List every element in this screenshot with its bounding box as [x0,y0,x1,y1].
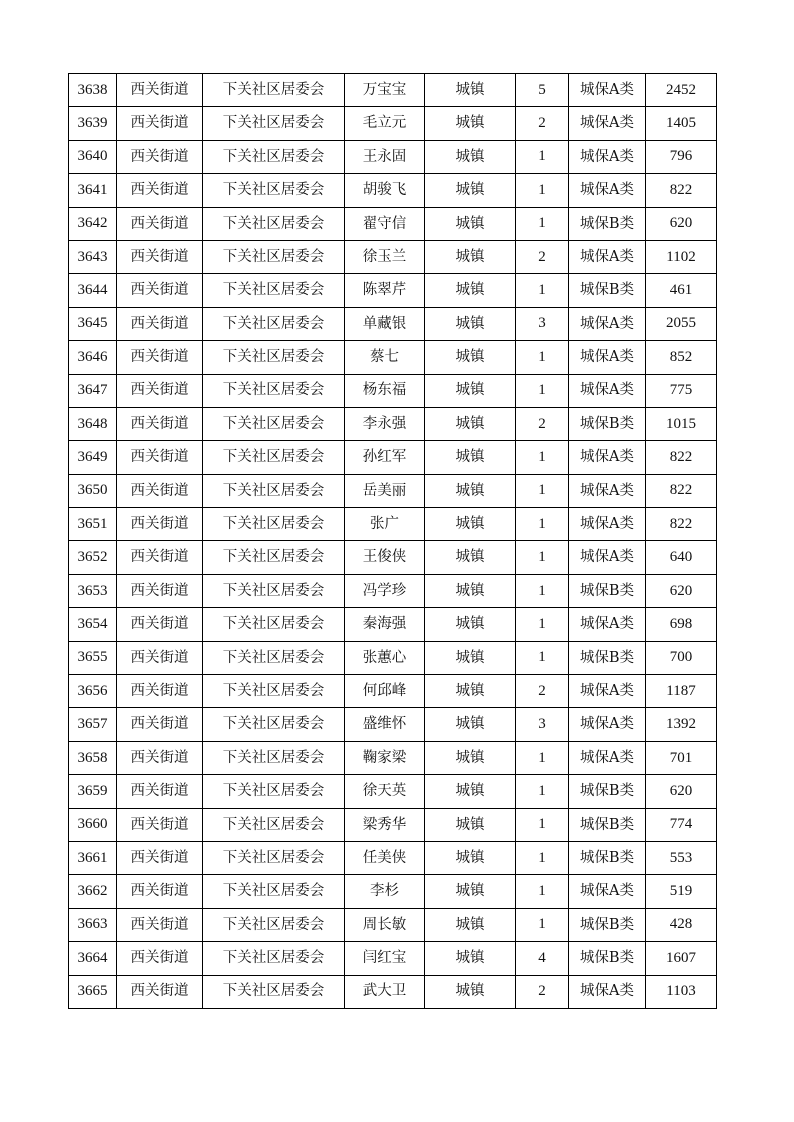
member-count-cell: 1 [516,641,569,674]
household-type-cell: 城镇 [425,741,516,774]
table-row [69,675,717,708]
table-row [69,341,717,374]
serial-number-cell: 3659 [69,775,117,808]
name-cell: 张广 [345,508,425,541]
name-cell: 王俊侠 [345,541,425,574]
subdistrict-cell: 西关街道 [117,240,203,273]
member-count-cell: 1 [516,207,569,240]
member-count-cell: 1 [516,508,569,541]
amount-cell: 461 [646,274,717,307]
table-row [69,775,717,808]
member-count-cell: 1 [516,775,569,808]
amount-cell: 2452 [646,74,717,107]
household-type-cell: 城镇 [425,908,516,941]
table-row [69,240,717,273]
category-cell: 城保A类 [569,741,646,774]
serial-number-cell: 3649 [69,441,117,474]
name-cell: 王永固 [345,140,425,173]
category-cell: 城保B类 [569,775,646,808]
amount-cell: 553 [646,841,717,874]
serial-number-cell: 3639 [69,107,117,140]
name-cell: 岳美丽 [345,474,425,507]
community-cell: 下关社区居委会 [203,975,345,1008]
serial-number-cell: 3654 [69,608,117,641]
community-cell: 下关社区居委会 [203,942,345,975]
serial-number-cell: 3655 [69,641,117,674]
serial-number-cell: 3658 [69,741,117,774]
table-row [69,942,717,975]
household-type-cell: 城镇 [425,574,516,607]
name-cell: 闫红宝 [345,942,425,975]
community-cell: 下关社区居委会 [203,574,345,607]
category-cell: 城保A类 [569,875,646,908]
member-count-cell: 3 [516,708,569,741]
community-cell: 下关社区居委会 [203,841,345,874]
serial-number-cell: 3648 [69,407,117,440]
subdistrict-cell: 西关街道 [117,74,203,107]
subdistrict-cell: 西关街道 [117,574,203,607]
table-row [69,374,717,407]
member-count-cell: 1 [516,341,569,374]
category-cell: 城保A类 [569,474,646,507]
subdistrict-cell: 西关街道 [117,908,203,941]
category-cell: 城保B类 [569,841,646,874]
community-cell: 下关社区居委会 [203,240,345,273]
household-type-cell: 城镇 [425,307,516,340]
subdistrict-cell: 西关街道 [117,508,203,541]
community-cell: 下关社区居委会 [203,741,345,774]
household-type-cell: 城镇 [425,140,516,173]
amount-cell: 2055 [646,307,717,340]
subdistrict-cell: 西关街道 [117,174,203,207]
table-row [69,741,717,774]
category-cell: 城保A类 [569,608,646,641]
community-cell: 下关社区居委会 [203,508,345,541]
name-cell: 李杉 [345,875,425,908]
subdistrict-cell: 西关街道 [117,942,203,975]
serial-number-cell: 3640 [69,140,117,173]
amount-cell: 822 [646,441,717,474]
category-cell: 城保A类 [569,174,646,207]
community-cell: 下关社区居委会 [203,174,345,207]
amount-cell: 822 [646,508,717,541]
amount-cell: 822 [646,174,717,207]
serial-number-cell: 3644 [69,274,117,307]
table-row [69,875,717,908]
serial-number-cell: 3638 [69,74,117,107]
household-type-cell: 城镇 [425,474,516,507]
serial-number-cell: 3650 [69,474,117,507]
amount-cell: 700 [646,641,717,674]
amount-cell: 698 [646,608,717,641]
table-row [69,841,717,874]
member-count-cell: 1 [516,274,569,307]
category-cell: 城保B类 [569,274,646,307]
amount-cell: 852 [646,341,717,374]
amount-cell: 640 [646,541,717,574]
table-row [69,107,717,140]
subdistrict-cell: 西关街道 [117,341,203,374]
community-cell: 下关社区居委会 [203,708,345,741]
household-type-cell: 城镇 [425,975,516,1008]
community-cell: 下关社区居委会 [203,341,345,374]
category-cell: 城保B类 [569,808,646,841]
category-cell: 城保A类 [569,240,646,273]
amount-cell: 519 [646,875,717,908]
category-cell: 城保A类 [569,374,646,407]
category-cell: 城保A类 [569,675,646,708]
household-type-cell: 城镇 [425,274,516,307]
amount-cell: 822 [646,474,717,507]
subdistrict-cell: 西关街道 [117,708,203,741]
name-cell: 盛维怀 [345,708,425,741]
member-count-cell: 2 [516,975,569,1008]
amount-cell: 620 [646,574,717,607]
serial-number-cell: 3646 [69,341,117,374]
name-cell: 徐玉兰 [345,240,425,273]
serial-number-cell: 3657 [69,708,117,741]
name-cell: 翟守信 [345,207,425,240]
table-row [69,474,717,507]
table-row [69,808,717,841]
amount-cell: 775 [646,374,717,407]
community-cell: 下关社区居委会 [203,274,345,307]
name-cell: 梁秀华 [345,808,425,841]
table-row [69,441,717,474]
community-cell: 下关社区居委会 [203,541,345,574]
subdistrict-cell: 西关街道 [117,608,203,641]
name-cell: 杨东福 [345,374,425,407]
community-cell: 下关社区居委会 [203,407,345,440]
household-type-cell: 城镇 [425,441,516,474]
household-type-cell: 城镇 [425,541,516,574]
category-cell: 城保B类 [569,574,646,607]
name-cell: 李永强 [345,407,425,440]
name-cell: 周长敏 [345,908,425,941]
subdistrict-cell: 西关街道 [117,441,203,474]
household-type-cell: 城镇 [425,708,516,741]
community-cell: 下关社区居委会 [203,908,345,941]
amount-cell: 428 [646,908,717,941]
serial-number-cell: 3643 [69,240,117,273]
name-cell: 蔡七 [345,341,425,374]
category-cell: 城保A类 [569,441,646,474]
category-cell: 城保A类 [569,975,646,1008]
serial-number-cell: 3660 [69,808,117,841]
category-cell: 城保A类 [569,307,646,340]
name-cell: 毛立元 [345,107,425,140]
name-cell: 万宝宝 [345,74,425,107]
serial-number-cell: 3652 [69,541,117,574]
table-row [69,708,717,741]
table-row [69,574,717,607]
amount-cell: 796 [646,140,717,173]
household-type-cell: 城镇 [425,207,516,240]
name-cell: 孙红军 [345,441,425,474]
member-count-cell: 1 [516,741,569,774]
name-cell: 秦海强 [345,608,425,641]
data-table [68,73,717,1009]
household-type-cell: 城镇 [425,875,516,908]
table-row [69,174,717,207]
member-count-cell: 1 [516,908,569,941]
serial-number-cell: 3662 [69,875,117,908]
subdistrict-cell: 西关街道 [117,307,203,340]
community-cell: 下关社区居委会 [203,675,345,708]
serial-number-cell: 3647 [69,374,117,407]
community-cell: 下关社区居委会 [203,474,345,507]
member-count-cell: 1 [516,174,569,207]
household-type-cell: 城镇 [425,675,516,708]
community-cell: 下关社区居委会 [203,641,345,674]
community-cell: 下关社区居委会 [203,775,345,808]
member-count-cell: 1 [516,608,569,641]
member-count-cell: 1 [516,474,569,507]
serial-number-cell: 3664 [69,942,117,975]
amount-cell: 620 [646,207,717,240]
household-type-cell: 城镇 [425,775,516,808]
name-cell: 任美侠 [345,841,425,874]
name-cell: 陈翠芹 [345,274,425,307]
serial-number-cell: 3661 [69,841,117,874]
serial-number-cell: 3656 [69,675,117,708]
subdistrict-cell: 西关街道 [117,140,203,173]
community-cell: 下关社区居委会 [203,140,345,173]
table-row [69,608,717,641]
name-cell: 徐天英 [345,775,425,808]
community-cell: 下关社区居委会 [203,207,345,240]
table-row [69,74,717,107]
household-type-cell: 城镇 [425,374,516,407]
name-cell: 张蕙心 [345,641,425,674]
subdistrict-cell: 西关街道 [117,374,203,407]
table-row [69,908,717,941]
amount-cell: 701 [646,741,717,774]
member-count-cell: 1 [516,841,569,874]
household-type-cell: 城镇 [425,240,516,273]
household-type-cell: 城镇 [425,341,516,374]
name-cell: 何邱峰 [345,675,425,708]
category-cell: 城保A类 [569,708,646,741]
subdistrict-cell: 西关街道 [117,875,203,908]
amount-cell: 1015 [646,407,717,440]
amount-cell: 1102 [646,240,717,273]
serial-number-cell: 3663 [69,908,117,941]
household-type-cell: 城镇 [425,608,516,641]
subdistrict-cell: 西关街道 [117,975,203,1008]
subdistrict-cell: 西关街道 [117,675,203,708]
category-cell: 城保A类 [569,140,646,173]
amount-cell: 620 [646,775,717,808]
serial-number-cell: 3665 [69,975,117,1008]
community-cell: 下关社区居委会 [203,107,345,140]
category-cell: 城保A类 [569,74,646,107]
serial-number-cell: 3642 [69,207,117,240]
member-count-cell: 5 [516,74,569,107]
name-cell: 冯学珍 [345,574,425,607]
category-cell: 城保B类 [569,942,646,975]
subdistrict-cell: 西关街道 [117,207,203,240]
subdistrict-cell: 西关街道 [117,274,203,307]
category-cell: 城保A类 [569,341,646,374]
table-row [69,407,717,440]
category-cell: 城保A类 [569,541,646,574]
table-row [69,641,717,674]
community-cell: 下关社区居委会 [203,74,345,107]
category-cell: 城保B类 [569,207,646,240]
amount-cell: 774 [646,808,717,841]
table-row [69,541,717,574]
subdistrict-cell: 西关街道 [117,474,203,507]
member-count-cell: 2 [516,675,569,708]
household-type-cell: 城镇 [425,107,516,140]
serial-number-cell: 3651 [69,508,117,541]
table-row [69,975,717,1008]
member-count-cell: 2 [516,107,569,140]
member-count-cell: 1 [516,808,569,841]
member-count-cell: 2 [516,407,569,440]
serial-number-cell: 3641 [69,174,117,207]
amount-cell: 1405 [646,107,717,140]
table-body [69,74,717,1009]
subdistrict-cell: 西关街道 [117,407,203,440]
member-count-cell: 1 [516,441,569,474]
household-type-cell: 城镇 [425,407,516,440]
member-count-cell: 1 [516,541,569,574]
member-count-cell: 1 [516,374,569,407]
table-row [69,274,717,307]
community-cell: 下关社区居委会 [203,307,345,340]
subdistrict-cell: 西关街道 [117,541,203,574]
member-count-cell: 1 [516,875,569,908]
serial-number-cell: 3653 [69,574,117,607]
name-cell: 鞠家梁 [345,741,425,774]
category-cell: 城保B类 [569,407,646,440]
name-cell: 单藏银 [345,307,425,340]
household-type-cell: 城镇 [425,942,516,975]
member-count-cell: 4 [516,942,569,975]
household-type-cell: 城镇 [425,841,516,874]
amount-cell: 1607 [646,942,717,975]
category-cell: 城保B类 [569,641,646,674]
community-cell: 下关社区居委会 [203,875,345,908]
category-cell: 城保A类 [569,508,646,541]
subdistrict-cell: 西关街道 [117,775,203,808]
household-type-cell: 城镇 [425,174,516,207]
subdistrict-cell: 西关街道 [117,641,203,674]
member-count-cell: 3 [516,307,569,340]
table-row [69,140,717,173]
amount-cell: 1187 [646,675,717,708]
table-row [69,207,717,240]
category-cell: 城保A类 [569,107,646,140]
member-count-cell: 1 [516,140,569,173]
member-count-cell: 1 [516,574,569,607]
category-cell: 城保B类 [569,908,646,941]
household-type-cell: 城镇 [425,641,516,674]
member-count-cell: 2 [516,240,569,273]
subdistrict-cell: 西关街道 [117,841,203,874]
household-type-cell: 城镇 [425,508,516,541]
serial-number-cell: 3645 [69,307,117,340]
amount-cell: 1392 [646,708,717,741]
household-type-cell: 城镇 [425,808,516,841]
subdistrict-cell: 西关街道 [117,107,203,140]
amount-cell: 1103 [646,975,717,1008]
name-cell: 武大卫 [345,975,425,1008]
subdistrict-cell: 西关街道 [117,808,203,841]
name-cell: 胡骏飞 [345,174,425,207]
community-cell: 下关社区居委会 [203,608,345,641]
community-cell: 下关社区居委会 [203,441,345,474]
table-row [69,307,717,340]
community-cell: 下关社区居委会 [203,374,345,407]
household-type-cell: 城镇 [425,74,516,107]
community-cell: 下关社区居委会 [203,808,345,841]
subdistrict-cell: 西关街道 [117,741,203,774]
table-row [69,508,717,541]
